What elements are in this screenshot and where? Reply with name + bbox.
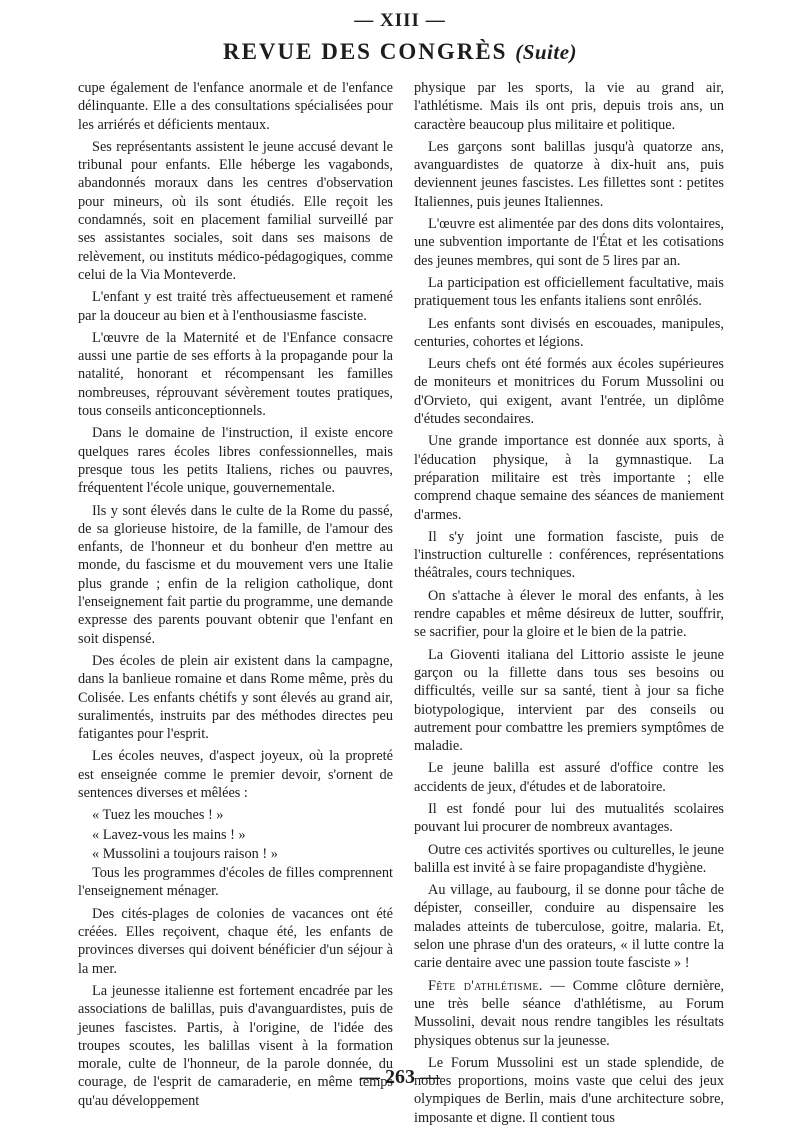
paragraph: Ils y sont élevés dans le culte de la Rome du passé, de sa glorieuse histoire, de la famille, de l'amour des enfants, de l'honneur et du bonheur d'en mettre au monde, du fascisme et du mouvement vers une Italie plus grande ; enfin de la religion catholique, dont l'enseignement fait partie du programme, une demande expresse des parents pouvant obtenir que l'enfant en soit dispensé. xyxy=(78,502,393,647)
paragraph: L'œuvre est alimentée par des dons dits volontaires, une subvention importante de l'État et les cotisations des jeunes membres, qui sont de 5 lires par an. xyxy=(414,216,724,269)
paragraph: cupe également de l'enfance anormale et de l'enfance délinquante. Elle a des consultations spécialisées pour les arriérés et déficients mentaux. xyxy=(78,80,393,133)
paragraph: La jeunesse italienne est fortement encadrée par les associations de balillas, puis d'avanguardistes, puis de jeunes fascistes. Partis, à l'origine, de l'idée des troupes scoutes, les balillas visent à la formation morale, culte de l'honneur, de la parole donnée, du courage, de l'esprit de camaraderie, en même temps qu'au développement xyxy=(78,982,393,1109)
page-title xyxy=(0,39,800,65)
roman-page-number: — XIII — xyxy=(354,10,446,31)
paragraph: La Gioventi italiana del Littorio assiste le jeune garçon ou la fillette dans tous ses besoins ou difficultés, veille sur sa santé, tient à jour sa fiche biotypologique, intervient par des conseils ou autrement pour combattre les premiers symptômes de maladie. xyxy=(414,646,724,755)
paragraph: Ses représentants assistent le jeune accusé devant le tribunal pour enfants. Elle héberge les vagabonds, abandonnés moraux dans les centres d'observation pour mineurs, où ils sont étudiés. Elle reçoit les condamnés, soit en placement familial surveillé par ses assistantes sociales, soit dans ses maisons de relèvement, ou instituts médico-pédagogiques, comme celui de la Via Monteverde. xyxy=(78,138,393,283)
quote-line: « Mussolini a toujours raison ! » xyxy=(92,845,278,862)
paragraph: Il s'y joint une formation fasciste, puis de l'instruction culturelle : conférences, représentations théâtrales, cours techniques. xyxy=(414,528,724,582)
paragraph: Leurs chefs ont été formés aux écoles supérieures de moniteurs et monitrices du Forum Mussolini ou d'Orvieto, qui exigent, avant l'entrée, un diplôme d'études secondaires. xyxy=(414,356,724,428)
title-suffix: (Suite) xyxy=(515,40,578,64)
paragraph: L'enfant y est traité très affectueusement et ramené par la douceur au bien et à l'enthousiasme fasciste. xyxy=(78,289,393,324)
paragraph: Au village, au faubourg, il se donne pour tâche de dépister, conseiller, conduire au dispensaire les malades atteints de tuberculose, goitre, malaria. Et, selon une phrase d'un des orateurs, « il lutte contre la carie dentaire avec une passion toute fasciste » ! xyxy=(414,882,724,972)
paragraph: physique par les sports, la vie au grand air, l'athlétisme. Mais ils ont pris, depuis trois ans, un caractère beaucoup plus militaire et politique. xyxy=(414,80,724,133)
title-main: REVUE DES CONGRÈS xyxy=(222,39,508,64)
quote-line: « Lavez-vous les mains ! » xyxy=(92,826,246,843)
left-column xyxy=(78,79,393,1114)
paragraph: Le jeune balilla est assuré d'office contre les accidents de jeux, d'études et de laboratoire. xyxy=(414,760,724,795)
paragraph: Outre ces activités sportives ou culturelles, le jeune balilla est invité à se faire propagandiste d'hygiène. xyxy=(414,841,724,876)
paragraph: Le Forum Mussolini est un stade splendide, de nobles proportions, moins vaste que celui des jeux olympiques de Berlin, mais d'une architecture sobre, imposante et digne. Il contient tous xyxy=(414,1054,724,1126)
paragraph: On s'attache à élever le moral des enfants, à les rendre capables et même désireux de lutter, souffrir, se sacrifier, pour la gloire et le bien de la patrie. xyxy=(414,587,724,641)
paragraph: Une grande importance est donnée aux sports, à l'éducation physique, à la gymnastique. La préparation militaire est très importante ; elle comprend chaque semaine des séances de maniement d'armes. xyxy=(414,433,724,523)
paragraph: Des écoles de plein air existent dans la campagne, dans la banlieue romaine et dans Rome même, près du Colisée. Les enfants chétifs y sont élevés au grand air, suralimentés, instruits par des méthodes directes peu fatigantes pour l'esprit. xyxy=(78,652,393,743)
section-heading: Fête d'athlétisme. xyxy=(428,977,543,994)
page-number: — 263 — xyxy=(360,1066,440,1088)
right-column xyxy=(414,79,724,1131)
paragraph: Il est fondé pour lui des mutualités scolaires pouvant lui procurer de nombreux avantages. xyxy=(414,800,724,836)
paragraph: Les enfants sont divisés en escouades, manipules, centuries, cohortes et légions. xyxy=(414,315,724,350)
paragraph: Tous les programmes d'écoles de filles comprennent l'enseignement ménager. xyxy=(78,865,393,900)
paragraph: L'œuvre de la Maternité et de l'Enfance consacre aussi une partie de ses efforts à la propagande pour la natalité, honorant et récompensant les familles nombreuses, réprouvant sévèrement toutes pratiques, tous conseils anticonceptionnels. xyxy=(78,329,393,420)
paragraph: Des cités-plages de colonies de vacances ont été créées. Elles reçoivent, chaque été, les enfants de provinces diverses qui doivent bénéficier d'un séjour à la mer. xyxy=(78,905,393,977)
paragraph: Les écoles neuves, d'aspect joyeux, où la propreté est enseignée comme le premier devoir, s'ornent de sentences diverses et mêlées : xyxy=(78,748,393,801)
paragraph: Les garçons sont balillas jusqu'à quatorze ans, avanguardistes de quatorze à dix-huit ans, puis deviennent jeunes fascistes. Les fillettes sont : petites Italiennes, puis jeunes Italiennes. xyxy=(414,138,724,210)
paragraph: Dans le domaine de l'instruction, il existe encore quelques rares écoles libres confessionnelles, mais presque tous les petits Italiens, riches ou pauvres, fréquentent l'école unique, gouvernementale. xyxy=(78,425,393,497)
section-paragraph xyxy=(414,977,724,1050)
paragraph: La participation est officiellement facultative, mais pratiquement tous les enfants italiens sont enrôlés. xyxy=(414,274,724,310)
section-text: — Comme clôture dernière, une très belle séance d'athlétisme, au Forum Mussolini, devait nous rendre tangibles les résultats physiques obtenus sur la jeunesse. xyxy=(414,977,724,1049)
quote-line: « Tuez les mouches ! » xyxy=(92,807,224,824)
